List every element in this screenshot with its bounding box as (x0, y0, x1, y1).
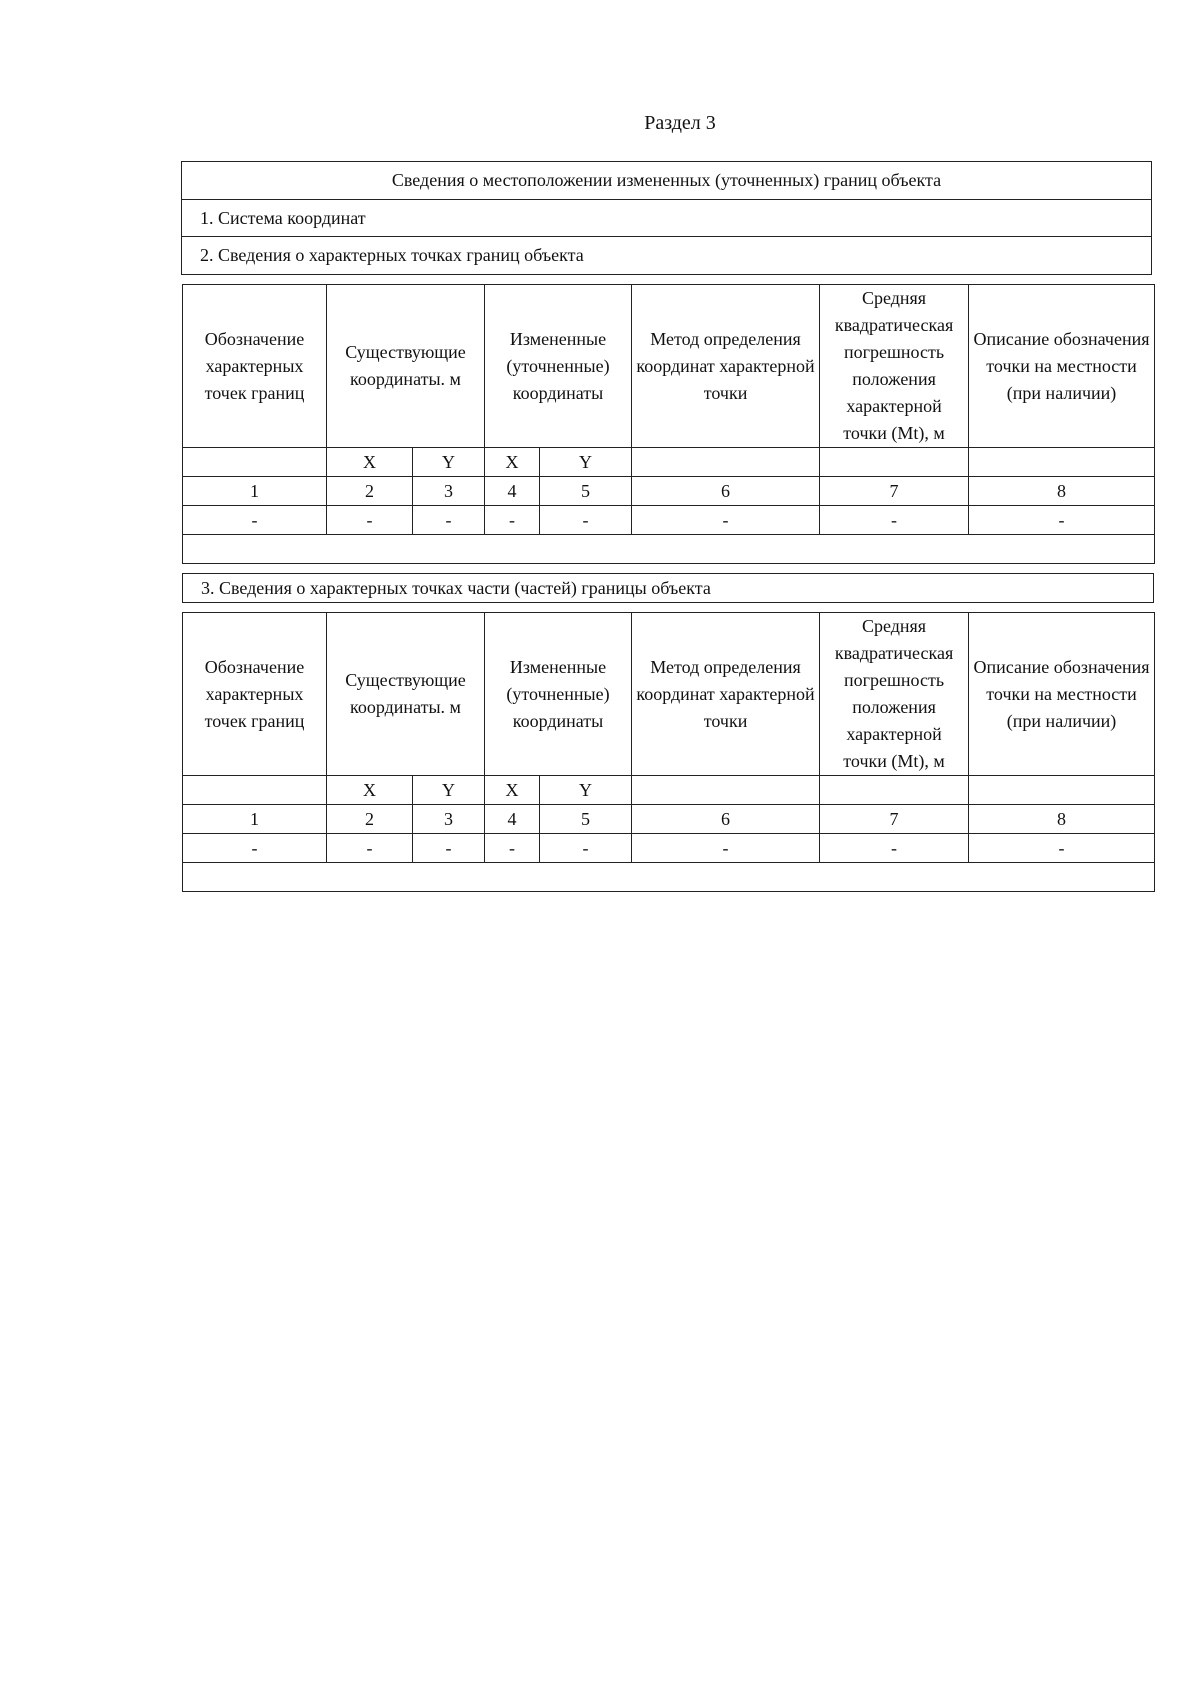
table-cell: - (485, 834, 540, 863)
sub-x: X (485, 448, 540, 477)
sub-empty (183, 776, 327, 805)
col-number: 7 (820, 477, 969, 506)
table-cell: - (540, 834, 632, 863)
col-point-designation: Обозначение характерных точек границ (183, 285, 327, 448)
table-header-row (183, 285, 1155, 448)
sub-x: X (485, 776, 540, 805)
sub-x: X (327, 448, 413, 477)
col-number: 6 (632, 477, 820, 506)
col-number: 5 (540, 805, 632, 834)
table-empty-cell (183, 535, 1155, 564)
table-row (183, 506, 1155, 535)
col-number: 3 (413, 805, 485, 834)
sub-x: X (327, 776, 413, 805)
col-number: 8 (969, 805, 1155, 834)
table-subheader-row (183, 448, 1155, 477)
sub-y: Y (540, 776, 632, 805)
sub-empty (632, 776, 820, 805)
table-cell: - (632, 506, 820, 535)
sub-empty (820, 776, 969, 805)
sub-y: Y (413, 776, 485, 805)
col-error: Средняя квадратическая погрешность положения характерной точки (Mt), м (820, 613, 969, 776)
col-number: 3 (413, 477, 485, 506)
table-empty-cell (183, 863, 1155, 892)
col-existing-coords: Существующие координаты. м (327, 613, 485, 776)
col-point-designation: Обозначение характерных точек границ (183, 613, 327, 776)
col-number: 2 (327, 805, 413, 834)
col-error: Средняя квадратическая погрешность положения характерной точки (Mt), м (820, 285, 969, 448)
table-cell: - (413, 506, 485, 535)
sub-y: Y (413, 448, 485, 477)
sub-empty (969, 776, 1155, 805)
col-number: 1 (183, 477, 327, 506)
table-cell: - (327, 834, 413, 863)
col-existing-coords: Существующие координаты. м (327, 285, 485, 448)
sub-y: Y (540, 448, 632, 477)
table-empty-row (183, 863, 1155, 892)
col-number: 5 (540, 477, 632, 506)
col-changed-coords: Измененные (уточненные) координаты (485, 285, 632, 448)
boundary-points-table (182, 284, 1155, 564)
col-number: 7 (820, 805, 969, 834)
col-description: Описание обозначения точки на местности (при наличии) (969, 285, 1155, 448)
sub-empty (632, 448, 820, 477)
part-boundary-points-table (182, 612, 1155, 892)
part-boundary-heading: 3. Сведения о характерных точках части (частей) границы объекта (182, 573, 1154, 603)
table-cell: - (820, 834, 969, 863)
col-number: 2 (327, 477, 413, 506)
sub-empty (820, 448, 969, 477)
table-row (183, 834, 1155, 863)
boundary-info-box (181, 161, 1152, 275)
table-cell: - (183, 834, 327, 863)
table-header-row (183, 613, 1155, 776)
table-cell: - (485, 506, 540, 535)
col-number: 1 (183, 805, 327, 834)
table-cell: - (540, 506, 632, 535)
table-number-row (183, 477, 1155, 506)
table-empty-row (183, 535, 1155, 564)
section-title: Раздел 3 (644, 112, 716, 134)
coordinate-system-row: 1. Система координат (182, 200, 1151, 237)
table-cell: - (183, 506, 327, 535)
col-description: Описание обозначения точки на местности (при наличии) (969, 613, 1155, 776)
table-subheader-row (183, 776, 1155, 805)
table-cell: - (820, 506, 969, 535)
table-cell: - (969, 506, 1155, 535)
col-number: 6 (632, 805, 820, 834)
col-method: Метод определения координат характерной точки (632, 285, 820, 448)
table-cell: - (632, 834, 820, 863)
boundary-points-heading: 2. Сведения о характерных точках границ объекта (200, 245, 584, 265)
col-number: 4 (485, 477, 540, 506)
sub-empty (969, 448, 1155, 477)
sub-empty (183, 448, 327, 477)
table-cell: - (327, 506, 413, 535)
col-number: 8 (969, 477, 1155, 506)
col-changed-coords: Измененные (уточненные) координаты (485, 613, 632, 776)
table-cell: - (969, 834, 1155, 863)
table-number-row (183, 805, 1155, 834)
table-cell: - (413, 834, 485, 863)
col-method: Метод определения координат характерной точки (632, 613, 820, 776)
col-number: 4 (485, 805, 540, 834)
boundary-info-heading: Сведения о местоположении измененных (уточненных) границ объекта (182, 162, 1151, 200)
